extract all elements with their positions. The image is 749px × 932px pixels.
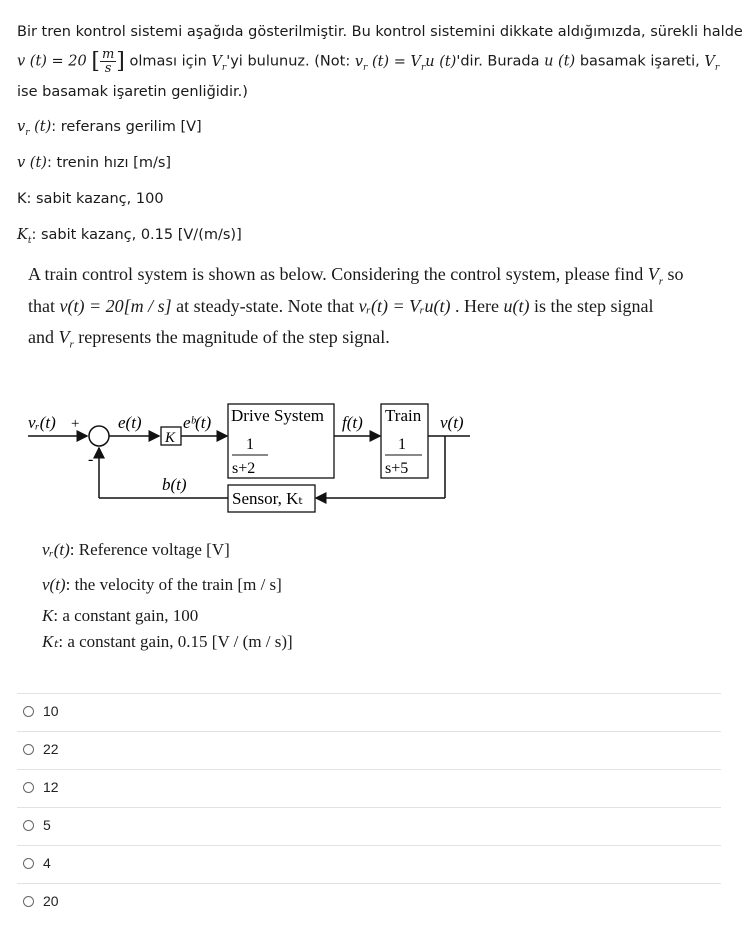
force-label: f(t) (342, 413, 363, 432)
en-line-1 (28, 264, 684, 288)
def-tr-kt-k: K (17, 227, 28, 243)
en-line-3-text: represents the magnitude of the step signal. (78, 327, 390, 347)
question-line-2 (17, 48, 719, 75)
def-tr-v-sym: v (t) (17, 155, 47, 171)
eq-u: u (t) (544, 53, 576, 70)
en-eq-velocity: v(t) = 20[m / s] (59, 296, 172, 316)
plus-sign: + (71, 416, 80, 432)
question-line-1: Bir tren kontrol sistemi aşağıda gösterilmiştir. Bu kontrol sistemini dikkate aldığımızda, sürekli halde (17, 24, 743, 40)
def-tr-vr-v: v (17, 119, 26, 135)
drive-numerator: 1 (246, 436, 254, 453)
def-tr-vr-t: (t) (34, 119, 52, 135)
unit-numerator: m (101, 47, 115, 62)
question-line-3: ise basamak işaretin genliğidir.) (17, 84, 248, 100)
en-vr-2: $V_r$ (58, 327, 74, 351)
def-tr-k: K: sabit kazanç, 100 (17, 191, 164, 207)
radio-button[interactable] (23, 896, 34, 907)
answer-option[interactable] (17, 769, 721, 808)
vr-symbol (211, 53, 227, 73)
text-basamak: basamak işareti, (579, 53, 700, 70)
minus-sign: - (88, 451, 94, 468)
eq-note-mid: (t) = V (371, 53, 421, 70)
eq-note-sub: r (363, 62, 368, 73)
def-tr-vr-text: : referans gerilim [V] (51, 119, 202, 135)
def-en-vr (42, 540, 230, 560)
def-en-v-sym: v(t) (42, 575, 66, 594)
en-line-2-that: that (28, 296, 55, 316)
answer-option[interactable] (17, 693, 721, 732)
answer-option[interactable] (17, 807, 721, 846)
def-en-v (42, 575, 282, 595)
block-diagram (0, 390, 749, 520)
en-line-1-text: A train control system is shown as below. Considering the control system, please find (28, 264, 644, 284)
bracket-right: ] (116, 49, 125, 74)
en-line-3 (28, 327, 390, 351)
def-en-k-sym: K (42, 606, 54, 625)
answer-label[interactable]: 12 (43, 779, 59, 795)
unit-denominator: s (104, 61, 112, 76)
radio-button[interactable] (23, 820, 34, 831)
unit-fraction (100, 48, 116, 75)
summing-junction (89, 426, 109, 446)
en-line-1-so: so (667, 264, 684, 284)
text-yi-bulunuz: 'yi bulunuz. (Not: (226, 53, 351, 70)
bracket-left: [ (91, 49, 100, 74)
eb-label: eᵇ(t) (183, 413, 212, 432)
b-label: b(t) (162, 475, 187, 494)
answer-label[interactable]: 10 (43, 703, 59, 719)
sensor-label: Sensor, Kₜ (232, 489, 304, 508)
answer-option[interactable] (17, 883, 721, 922)
def-en-k (42, 606, 198, 626)
en-eq-note: vᵣ(t) = Vᵣu(t) (358, 296, 451, 316)
def-tr-v (17, 155, 171, 171)
def-en-vr-text: : Reference voltage [V] (69, 540, 230, 559)
answer-label[interactable]: 5 (43, 817, 51, 833)
text-dir-burada: 'dir. Burada (456, 53, 540, 70)
drive-title: Drive System (231, 406, 325, 425)
eq-velocity: v (t) = 20 (17, 53, 87, 70)
radio-button[interactable] (23, 706, 34, 717)
answer-label[interactable]: 4 (43, 855, 51, 871)
eq-note (354, 53, 457, 73)
def-tr-vr-sub: r (25, 127, 30, 138)
def-en-kt (42, 632, 293, 652)
vr-symbol-2 (704, 53, 720, 73)
radio-button[interactable] (23, 744, 34, 755)
input-label: vᵣ(t) (28, 413, 56, 432)
train-numerator: 1 (398, 436, 406, 453)
gain-label: K (165, 430, 176, 446)
def-en-k-text: : a constant gain, 100 (53, 606, 199, 625)
vr-letter: V (211, 53, 222, 70)
en-line-2-mid: at steady-state. Note that (176, 296, 355, 316)
def-en-vr-sym: vᵣ(t) (42, 540, 70, 559)
eq-note-v: v (354, 53, 364, 70)
en-line-2 (28, 296, 654, 317)
drive-denominator: s+2 (232, 460, 256, 477)
def-tr-kt-text: : sabit kazanç, 0.15 [V/(m/s)] (31, 227, 242, 243)
eq-note-u: u (t) (425, 53, 457, 70)
text-olmasi: olması için (129, 53, 207, 70)
en-line-3-and: and (28, 327, 54, 347)
vr-letter-2: V (704, 53, 715, 70)
en-eq-u: u(t) (503, 296, 530, 316)
radio-button[interactable] (23, 858, 34, 869)
error-label: e(t) (118, 413, 142, 432)
en-line-2-end: is the step signal (534, 296, 654, 316)
def-tr-vr-sym (17, 119, 52, 138)
vr-subscript: r (221, 62, 227, 73)
answer-label[interactable]: 22 (43, 741, 59, 757)
def-en-kt-sym: Kₜ (42, 632, 59, 651)
train-title: Train (385, 406, 422, 425)
vr-subscript-2: r (714, 62, 720, 73)
def-en-kt-text: : a constant gain, 0.15 [V / (m / s)] (58, 632, 293, 651)
answer-label[interactable]: 20 (43, 893, 59, 909)
en-line-2-here: . Here (455, 296, 500, 316)
en-vr: $V_r$ (647, 264, 664, 288)
def-tr-v-text: : trenin hızı [m/s] (46, 155, 172, 171)
def-en-v-text: : the velocity of the train [m / s] (65, 575, 282, 594)
def-tr-kt-sub: t (27, 235, 32, 246)
answer-option[interactable] (17, 845, 721, 884)
def-tr-kt-sym (17, 227, 32, 246)
def-tr-kt (17, 227, 242, 246)
eq-note-sub2: r (420, 62, 426, 73)
train-denominator: s+5 (385, 460, 409, 477)
output-label: v(t) (440, 413, 464, 432)
answer-option[interactable] (17, 731, 721, 770)
radio-button[interactable] (23, 782, 34, 793)
def-tr-vr (17, 119, 202, 138)
